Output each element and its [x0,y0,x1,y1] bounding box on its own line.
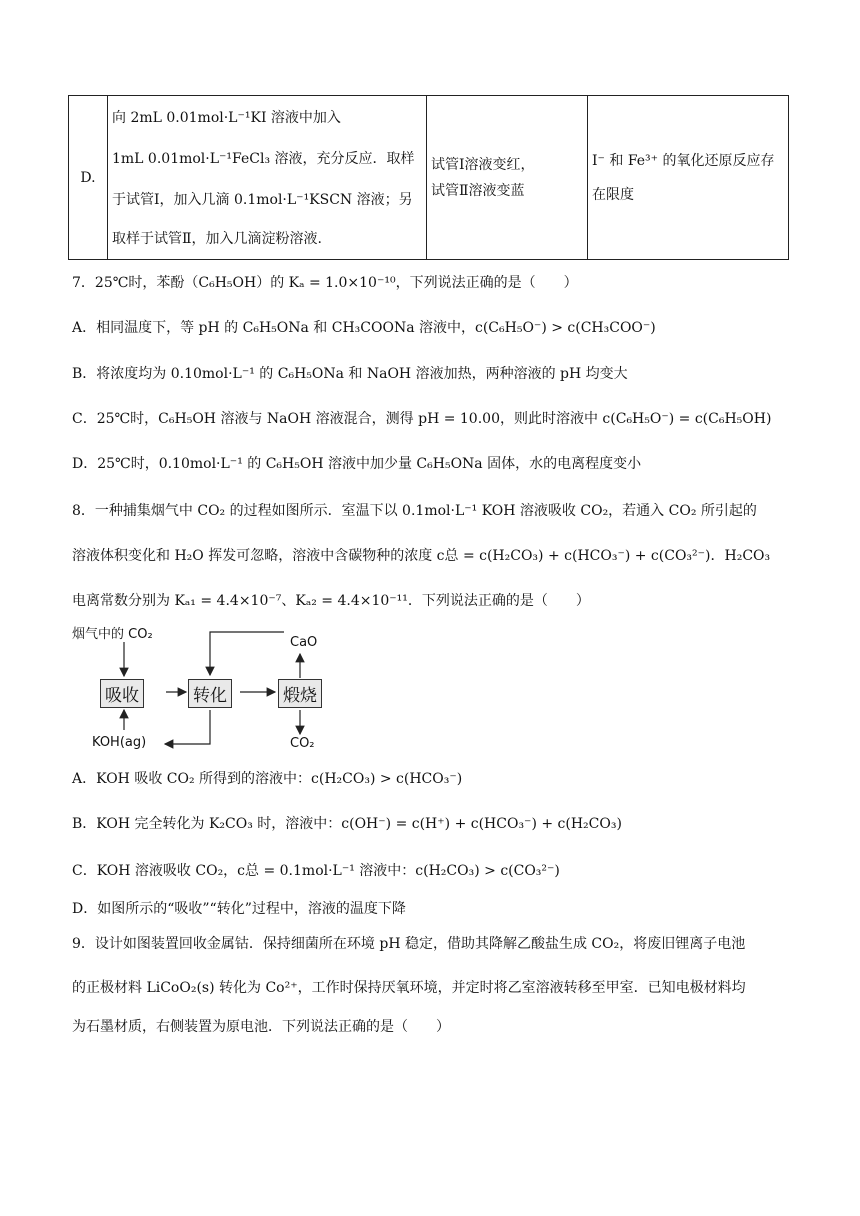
phenomenon-cell [427,96,588,260]
q8-stem-line2: 溶液体积变化和 H₂O 挥发可忽略，溶液中含碳物种的浓度 c总 = c(H₂CO₃) + c(HCO₃⁻) + c(CO₃²⁻)．H₂CO₃ [72,548,771,564]
procedure-line: 于试管Ⅰ，加入几滴 0.1mol·L⁻¹KSCN 溶液；另 [112,191,413,208]
procedure-line: 向 2mL 0.01mol·L⁻¹KI 溶液中加入 [112,109,341,126]
flue-gas-label: 烟气中的 CO₂ [72,627,153,642]
q9-line3: 为石墨材质，右侧装置为原电池．下列说法正确的是（ ） [72,1019,450,1035]
q8-stem-line1: 8．一种捕集烟气中 CO₂ 的过程如图所示．室温下以 0.1mol·L⁻¹ KOH 溶液吸收 CO₂，若通入 CO₂ 所引起的 [72,503,757,519]
q9-line2: 的正极材料 LiCoO₂(s) 转化为 Co²⁺，工作时保持厌氧环境，并定时将乙室溶液转移至甲室．已知电极材料均 [72,980,746,996]
phenomenon-line: 试管Ⅰ溶液变红， [431,156,535,173]
procedure-cell [108,96,427,260]
q9-line1: 9．设计如图装置回收金属钴．保持细菌所在环境 pH 稳定，借助其降解乙酸盐生成 CO₂，将废旧锂离子电池 [72,936,746,952]
conclusion-line: I⁻ 和 Fe³⁺ 的氧化还原反应存 [592,152,775,169]
calcine-box: 煅烧 [278,679,322,708]
q8-option-a: A．KOH 吸收 CO₂ 所得到的溶液中：c(H₂CO₃) > c(HCO₃⁻) [72,771,463,787]
q8-option-c: C．KOH 溶液吸收 CO₂，c总 = 0.1mol·L⁻¹ 溶液中：c(H₂CO₃) > c(CO₃²⁻) [72,863,560,879]
q7-option-c: C．25℃时，C₆H₅OH 溶液与 NaOH 溶液混合，测得 pH = 10.00，则此时溶液中 c(C₆H₅O⁻) = c(C₆H₅OH) [72,411,772,427]
convert-box: 转化 [188,679,232,708]
q7-option-d: D．25℃时，0.10mol·L⁻¹ 的 C₆H₅OH 溶液中加少量 C₆H₅ONa 固体，水的电离程度变小 [72,456,642,472]
koh-label: KOH(ag) [92,735,147,750]
q7-option-a: A．相同温度下，等 pH 的 C₆H₅ONa 和 CH₃COONa 溶液中，c(C₆H₅O⁻) > c(CH₃COO⁻) [72,320,656,336]
q8-option-d: D．如图所示的“吸收”“转化”过程中，溶液的温度下降 [72,901,406,917]
conclusion-line: 在限度 [592,186,634,203]
q8-stem-line3: 电离常数分别为 Kₐ₁ = 4.4×10⁻⁷、Kₐ₂ = 4.4×10⁻¹¹．下列说法正确的是（ ） [72,593,590,609]
q7-stem: 7．25℃时，苯酚（C₆H₅OH）的 Kₐ = 1.0×10⁻¹⁰，下列说法正确的是（ ） [72,275,578,291]
q8-option-b: B．KOH 完全转化为 K₂CO₃ 时，溶液中：c(OH⁻) = c(H⁺) + c(HCO₃⁻) + c(H₂CO₃) [72,816,622,832]
absorb-box: 吸收 [100,679,144,708]
conclusion-cell [588,96,789,260]
cao-label: CaO [290,635,318,650]
option-label: D. [69,96,108,260]
q7-option-b: B．将浓度均为 0.10mol·L⁻¹ 的 C₆H₅ONa 和 NaOH 溶液加热，两种溶液的 pH 均变大 [72,366,628,382]
procedure-line: 取样于试管Ⅱ，加入几滴淀粉溶液. [112,231,322,247]
procedure-line: 1mL 0.01mol·L⁻¹FeCl₃ 溶液，充分反应．取样 [112,150,415,167]
option-d-table [68,95,789,260]
co2-capture-diagram [70,620,370,760]
phenomenon-line: 试管Ⅱ溶液变蓝 [431,182,525,199]
co2-out-label: CO₂ [290,736,315,751]
